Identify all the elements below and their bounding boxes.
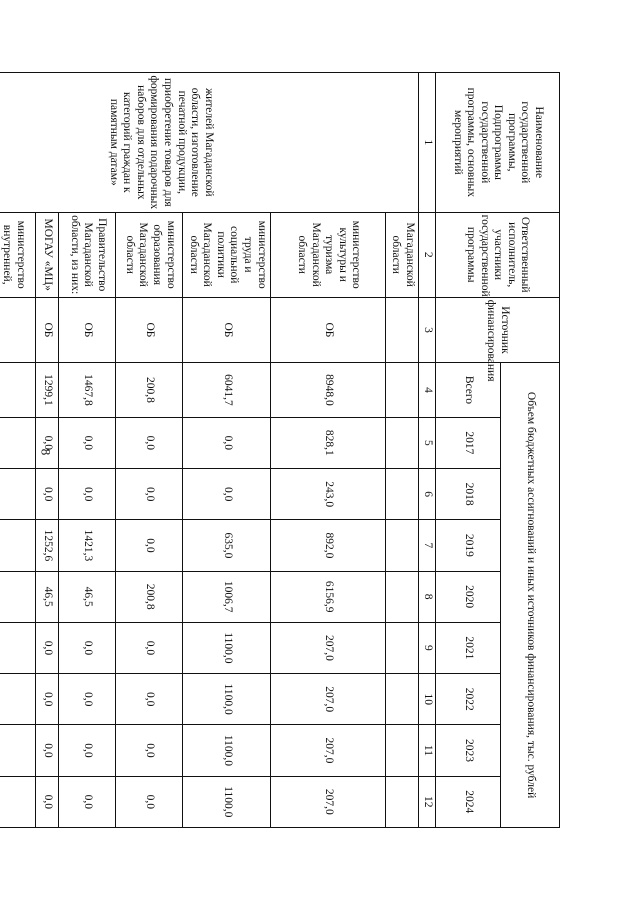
empty-cell <box>386 571 419 622</box>
empty-cell <box>386 674 419 725</box>
value-cell: 0,0 <box>116 417 183 468</box>
empty-cell <box>386 622 419 673</box>
value-cell: 1252,6 <box>36 520 59 571</box>
value-cell: 0,0 <box>36 622 59 673</box>
table-row <box>386 73 419 828</box>
value-cell: 0,0 <box>116 776 183 827</box>
total-cell: 8948,0 <box>271 363 386 418</box>
value-cell: 200,8 <box>116 571 183 622</box>
value-cell: 0,0 <box>116 725 183 776</box>
value-cell <box>0 469 36 520</box>
empty-cell <box>386 776 419 827</box>
value-cell <box>0 776 36 827</box>
value-cell: 0,0 <box>116 622 183 673</box>
column-index: 10 <box>419 674 436 725</box>
header-year: 2020 <box>436 571 501 622</box>
value-cell <box>0 674 36 725</box>
header-year: 2018 <box>436 469 501 520</box>
empty-cell <box>386 520 419 571</box>
program-name-cell: жителей Магаданской области, изготовление печатной продукции, приобретение товаров для формирования подарочных наборов для отдельных категорий граждан к памятным датам» <box>0 73 419 213</box>
value-cell: 1421,3 <box>59 520 116 571</box>
value-cell: 1100,0 <box>183 725 271 776</box>
column-index: 4 <box>419 363 436 418</box>
value-cell: 207,0 <box>271 674 386 725</box>
header-name: Наименование государственной программы, Подпрограммы государственной программы, основных мероприятий <box>436 73 560 213</box>
column-index: 7 <box>419 520 436 571</box>
header-year: 2021 <box>436 622 501 673</box>
value-cell: 0,0 <box>36 776 59 827</box>
value-cell: 1100,0 <box>183 776 271 827</box>
page-number: 8 <box>38 448 54 456</box>
column-index-row <box>419 73 436 828</box>
total-cell: 6041,7 <box>183 363 271 418</box>
header-executor: Ответственный исполнитель, участники государственной программы <box>436 212 560 297</box>
value-cell: 1100,0 <box>183 674 271 725</box>
column-index: 12 <box>419 776 436 827</box>
value-cell: 0,0 <box>59 725 116 776</box>
value-cell: 1006,7 <box>183 571 271 622</box>
column-index: 6 <box>419 469 436 520</box>
value-cell: 0,0 <box>59 469 116 520</box>
column-index: 5 <box>419 417 436 468</box>
column-index: 8 <box>419 571 436 622</box>
value-cell: 0,0 <box>183 417 271 468</box>
executor-cell: министерство внутренней, <box>0 212 36 297</box>
value-cell: 892,0 <box>271 520 386 571</box>
value-cell: 46,5 <box>59 571 116 622</box>
header-year: 2022 <box>436 674 501 725</box>
source-cell: ОБ <box>116 297 183 362</box>
value-cell: 0,0 <box>116 674 183 725</box>
source-cell <box>0 297 36 362</box>
value-cell: 635,0 <box>183 520 271 571</box>
column-index: 1 <box>419 73 436 213</box>
header-row-1 <box>501 73 560 828</box>
header-year: 2019 <box>436 520 501 571</box>
empty-cell <box>386 469 419 520</box>
executor-cell: министерство труда и социальной политики Магаданской области <box>183 212 271 297</box>
value-cell <box>0 417 36 468</box>
header-year: 2017 <box>436 417 501 468</box>
value-cell: 0,0 <box>59 776 116 827</box>
header-source: Источник финансирования <box>436 297 560 362</box>
value-cell: 0,0 <box>116 520 183 571</box>
value-cell: 0,0 <box>36 417 59 468</box>
source-cell: ОБ <box>183 297 271 362</box>
header-volume: Объем бюджетных ассигнований и иных источников финансирования, тыс. рублей <box>501 363 560 828</box>
value-cell <box>0 520 36 571</box>
executor-cell: Правительство Магаданской области, из них: <box>59 212 116 297</box>
value-cell: 207,0 <box>271 776 386 827</box>
total-cell <box>0 363 36 418</box>
value-cell <box>0 571 36 622</box>
value-cell: 828,1 <box>271 417 386 468</box>
value-cell: 207,0 <box>271 622 386 673</box>
header-year: 2023 <box>436 725 501 776</box>
total-cell: 1299,1 <box>36 363 59 418</box>
source-cell: ОБ <box>271 297 386 362</box>
empty-cell <box>386 417 419 468</box>
total-cell: 200,8 <box>116 363 183 418</box>
value-cell: 0,0 <box>59 674 116 725</box>
rotated-table-wrapper <box>1 72 560 828</box>
column-index: 9 <box>419 622 436 673</box>
executor-cell: министерство образования Магаданской области <box>116 212 183 297</box>
executor-cell: министерство культуры и туризма Магаданской области <box>271 212 386 297</box>
financing-table <box>0 72 560 828</box>
value-cell <box>0 622 36 673</box>
value-cell: 0,0 <box>36 674 59 725</box>
value-cell: 0,0 <box>36 469 59 520</box>
value-cell: 1100,0 <box>183 622 271 673</box>
total-cell: 1467,8 <box>59 363 116 418</box>
empty-cell <box>386 363 419 418</box>
column-index: 11 <box>419 725 436 776</box>
value-cell: 6156,9 <box>271 571 386 622</box>
source-cell: ОБ <box>36 297 59 362</box>
value-cell: 46,5 <box>36 571 59 622</box>
header-total: Всего <box>436 363 501 418</box>
value-cell: 0,0 <box>59 622 116 673</box>
value-cell: 0,0 <box>116 469 183 520</box>
value-cell: 207,0 <box>271 725 386 776</box>
empty-cell <box>386 297 419 362</box>
value-cell: 0,0 <box>59 417 116 468</box>
value-cell <box>0 725 36 776</box>
executor-cell: МОГАУ «МЦ» <box>36 212 59 297</box>
value-cell: 243,0 <box>271 469 386 520</box>
source-cell: ОБ <box>59 297 116 362</box>
value-cell: 0,0 <box>183 469 271 520</box>
column-index: 2 <box>419 212 436 297</box>
value-cell: 0,0 <box>36 725 59 776</box>
executor-cell: Магаданской области <box>386 212 419 297</box>
empty-cell <box>386 725 419 776</box>
column-index: 3 <box>419 297 436 362</box>
header-year: 2024 <box>436 776 501 827</box>
